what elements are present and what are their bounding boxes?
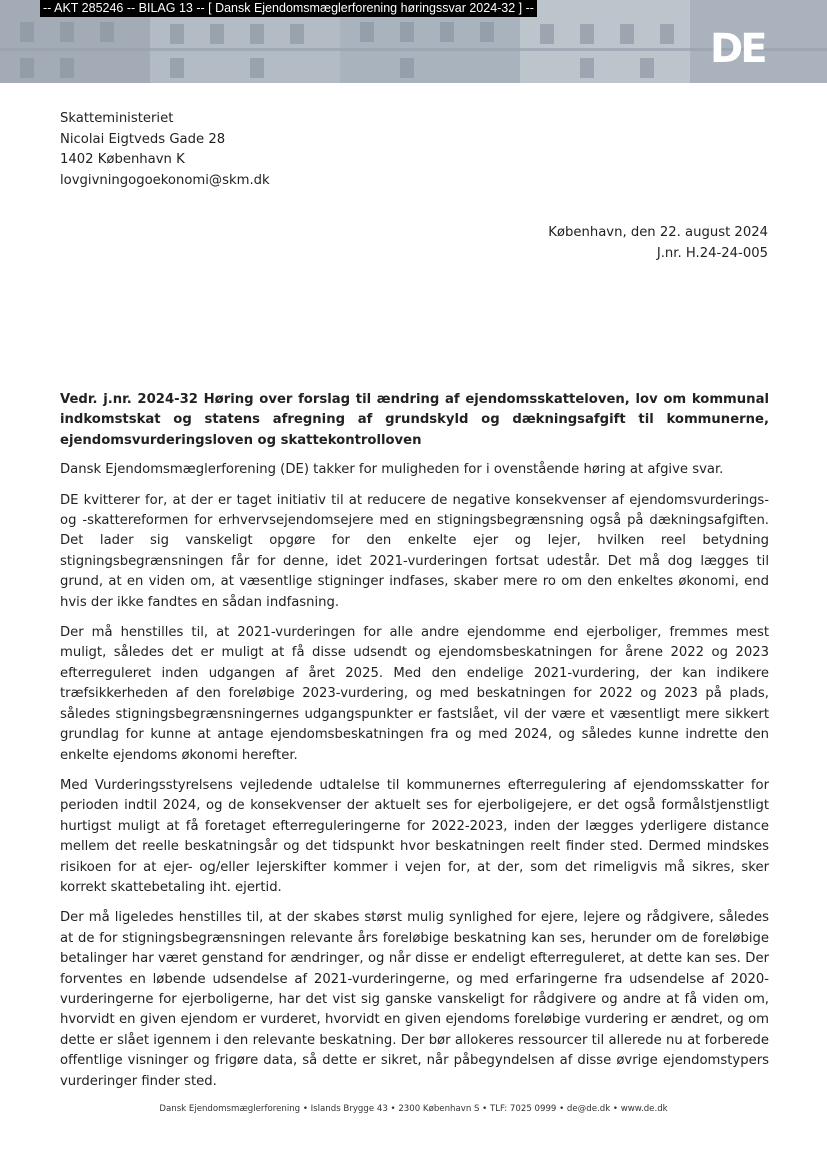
letter-body [60,390,769,1102]
window-shape [400,58,414,78]
subject-line: Vedr. j.nr. 2024-32 Høring over forslag til ændring af ejendomsskatteloven, lov om kommunal indkomstskat og statens afregning af grundskyld og dækningsafgift til kommunerne, ejendomsvurderingsloven og skattekontrolloven [60,392,769,448]
window-shape [400,22,414,42]
date-block [548,222,768,264]
window-shape [660,24,674,44]
window-shape [210,24,224,44]
paragraph: Med Vurderingsstyrelsens vejledende udtalelse til kommunernes efterregulering af ejendomsskatter for perioden indtil 2024, og de konsekvenser der aktuelt ses for ejerboligejere, er det også formålstjenstligt hurtigst muligt at få foretaget efterreguleringerne for 2022-2023, inden der lægges yderligere distance mellem det reelle beskatningsår og det tidspunkt hvor beskatningen reelt finder sted. Dermed mindskes risikoen for at ejer- og/eller lejerskifter kommer i vejen for, at der, som det rimeligvis må sikres, sker korrekt skattebetaling iht. ejertid. [60,777,769,895]
page-footer: Dansk Ejendomsmæglerforening • Islands Brygge 43 • 2300 København S • TLF: 7025 0999 • de@de.dk • www.de.dk [159,1104,668,1114]
window-shape [60,58,74,78]
paragraph: DE kvitterer for, at der er taget initiativ til at reducere de negative konsekvenser af ejendomsvurderings- og -skattereformen for erhvervsejendomsejere med en stigningsbegrænsning også på dækningsafgiften. Det lader sig vanskeligt opgøre for den enkelte ejer og lejer, hvilken reel betydning stigningsbegrænsningen får for denne, idet 2021-vurderingen fortsat udestår. Det må dog lægges til grund, at en viden om, at væsentlige stigninger indfases, skaber mere ro om den enkeltes økonomi, end hvis der ikke fandtes en sådan indfasning. [60,492,769,610]
window-shape [100,22,114,42]
window-shape [290,24,304,44]
window-shape [170,24,184,44]
recipient-street: Nicolai Eigtveds Gade 28 [60,131,226,147]
window-shape [250,58,264,78]
window-shape [540,24,554,44]
letter-date: København, den 22. august 2024 [548,225,768,240]
paragraph: Der må ligeledes henstilles til, at der skabes størst mulig synlighed for ejere, lejere og rådgivere, således at de for stigningsbegrænsningen relevante års foreløbige beskatning kan ses, herunder om de foreløbige betalinger har været genstand for ændringer, og når disse er endeligt efterreguleret, at dette kan ses. Der forventes en løbende udsendelse af 2021-vurderingerne, og med erfaringerne fra udsendelse af 2020-vurderingerne for ejerboligerne, har det vist sig ganske vanskeligt for rådgivere og andre at få viden om, hvorvidt en given ejendom er vurderet, hvorvidt en given ejendoms foreløbige vurdering er ændret, og om dette er slået igennem i den relevante beskatning. Der bør allokeres ressourcer til allerede nu at forberede offentlige visninger og frigøre data, så dette er sikret, når påbegyndelsen af disse øvrige ejendomstypers vurderinger finder sted. [60,910,769,1089]
paragraph: Der må henstilles til, at 2021-vurderingen for alle andre ejendomme end ejerboliger, fremmes mest muligt, således det er muligt at få disse udsendt og ejendomsbeskatningen for årene 2022 og 2023 efterreguleret inden udgangen af året 2025. Med den endelige 2021-vurdering, der kan indikere træfsikkerheden af den foreløbige 2023-vurdering, og med beskatningen for 2022 og 2023 på plads, således stigningsbegrænsningernes udgangspunkter er fastslået, vil der være et væsentligt mere sikkert grundlag for kunne at antage ejendomsbeskatningen fra og med 2024, og således kunne indrette den enkelte ejendoms økonomi herefter. [60,625,769,763]
window-shape [20,22,34,42]
paragraph: Dansk Ejendomsmæglerforening (DE) takker for muligheden for i ovenstående høring at afgive svar. [60,462,724,478]
window-shape [60,22,74,42]
recipient-email: lovgivningogoekonomi@skm.dk [60,172,270,188]
recipient-name: Skatteministeriet [60,111,174,126]
window-shape [360,22,374,42]
archive-stamp-label: -- AKT 285246 -- BILAG 13 -- [ Dansk Ejendomsmæglerforening høringssvar 2024-32 ] -- [40,0,537,17]
facade-cornice [0,48,827,51]
recipient-city: 1402 København K [60,152,185,167]
recipient-address [60,109,270,191]
window-shape [580,58,594,78]
window-shape [170,58,184,78]
window-shape [440,22,454,42]
window-shape [250,24,264,44]
de-logo: DE [710,26,765,72]
window-shape [480,22,494,42]
window-shape [620,24,634,44]
header-banner [0,0,827,83]
window-shape [20,58,34,78]
journal-number: J.nr. H.24-24-005 [656,246,768,261]
window-shape [640,58,654,78]
window-shape [580,24,594,44]
